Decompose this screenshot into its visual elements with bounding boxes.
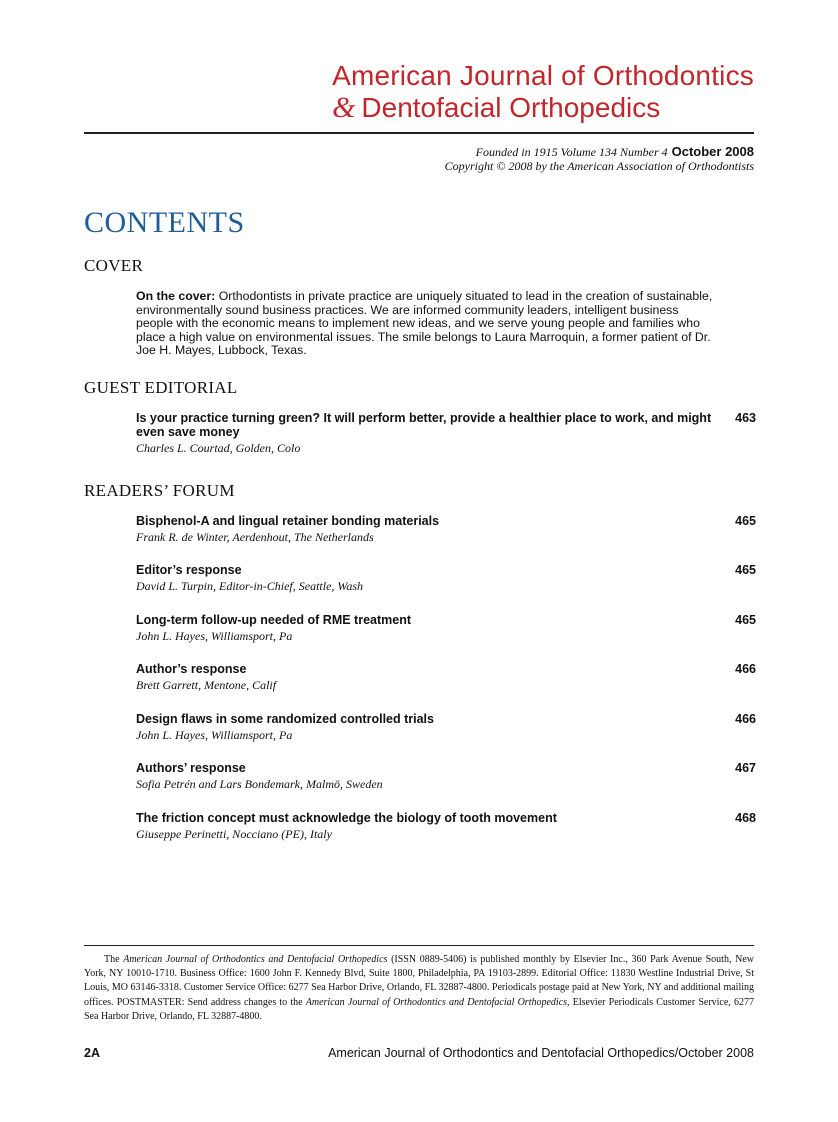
masthead-ampersand: & bbox=[332, 91, 356, 124]
toc-entry-page: 463 bbox=[735, 411, 756, 425]
toc-entry-title[interactable]: Design flaws in some randomized controlled trials bbox=[136, 712, 434, 726]
page-number: 2A bbox=[84, 1046, 100, 1060]
toc-entry-author: Giuseppe Perinetti, Nocciano (PE), Italy bbox=[136, 827, 332, 841]
section-heading-guest-editorial: GUEST EDITORIAL bbox=[84, 378, 238, 397]
toc-entry-page: 465 bbox=[735, 613, 756, 627]
toc-entry-page: 466 bbox=[735, 662, 756, 676]
toc-entry[interactable] bbox=[136, 662, 756, 692]
copyright-line: Copyright © 2008 by the American Association of Orthodontists bbox=[444, 159, 754, 173]
toc-entry-title[interactable]: Bisphenol-A and lingual retainer bonding materials bbox=[136, 514, 440, 528]
cover-text: Orthodontists in private practice are uniquely situated to lead in the creation of sustainable, environmentally sound business practices. We are informed community leaders, intelligent business people with the economic means to implement new ideas, and we serve young people and families who place a high value on environmental issues. The smile belongs to Laura Marroquin, a former patient of Dr. Joe H. Mayes, Lubbock, Texas. bbox=[136, 289, 713, 357]
toc-entry[interactable] bbox=[136, 411, 756, 455]
issue-founded-volume: Founded in 1915 Volume 134 Number 4 bbox=[475, 145, 668, 159]
toc-entry-page: 465 bbox=[735, 514, 756, 528]
masthead-line-2 bbox=[332, 92, 754, 124]
toc-entry[interactable] bbox=[136, 712, 756, 742]
masthead-line-1: American Journal of Orthodontics bbox=[332, 60, 754, 91]
toc-entry-title[interactable]: Long-term follow-up needed of RME treatment bbox=[136, 613, 411, 627]
toc-entry[interactable] bbox=[136, 811, 756, 841]
running-title: American Journal of Orthodontics and Dentofacial Orthopedics/October 2008 bbox=[328, 1046, 754, 1060]
toc-entry-page: 465 bbox=[735, 563, 756, 577]
toc-entry-author: Charles L. Courtad, Golden, Colo bbox=[136, 441, 301, 455]
toc-entry-title[interactable]: Author’s response bbox=[136, 662, 247, 676]
toc-entry-title[interactable]: Is your practice turning green? It will perform better, provide a healthier place to work, and might even save money bbox=[136, 411, 712, 439]
toc-entry[interactable] bbox=[136, 514, 756, 544]
page-title: CONTENTS bbox=[84, 206, 245, 239]
toc-entry-author: Frank R. de Winter, Aerdenhout, The Netherlands bbox=[136, 530, 374, 544]
notice-journal-name: American Journal of Orthodontics and Dentofacial Orthopedics bbox=[305, 996, 568, 1008]
toc-entry-author: John L. Hayes, Williamsport, Pa bbox=[136, 728, 293, 742]
toc-entry[interactable] bbox=[136, 613, 756, 643]
toc-entry-author: John L. Hayes, Williamsport, Pa bbox=[136, 629, 293, 643]
toc-entry-page: 468 bbox=[735, 811, 756, 825]
journal-masthead bbox=[332, 60, 754, 124]
notice-part-3: , Elsevier Periodicals Customer Service, 6277 Sea Harbor Drive, Orlando, FL 32887-4800. bbox=[84, 996, 754, 1022]
publication-notice bbox=[84, 953, 754, 1024]
toc-entry-page: 466 bbox=[735, 712, 756, 726]
section-heading-cover: COVER bbox=[84, 256, 144, 275]
issue-info bbox=[445, 145, 754, 173]
issue-date: October 2008 bbox=[671, 144, 754, 159]
masthead-line-2-text: Dentofacial Orthopedics bbox=[361, 92, 661, 123]
toc-entry[interactable] bbox=[136, 761, 756, 791]
cover-label: On the cover: bbox=[136, 289, 216, 303]
section-heading-readers-forum: READERS’ FORUM bbox=[84, 481, 235, 500]
notice-part-1: The bbox=[104, 954, 124, 965]
toc-entry-title[interactable]: Editor’s response bbox=[136, 563, 242, 577]
toc-entry-author: David L. Turpin, Editor-in-Chief, Seattle, Wash bbox=[136, 579, 363, 593]
toc-entry-title[interactable]: The friction concept must acknowledge the biology of tooth movement bbox=[136, 811, 557, 825]
footer-rule bbox=[84, 945, 754, 946]
toc-entry-author: Sofia Petrén and Lars Bondemark, Malmö, Sweden bbox=[136, 777, 383, 791]
toc-entry-page: 467 bbox=[735, 761, 756, 775]
toc-entry[interactable] bbox=[136, 563, 756, 593]
toc-entry-title[interactable]: Authors’ response bbox=[136, 761, 246, 775]
cover-description bbox=[136, 290, 716, 358]
notice-part-2: (ISSN 0889-5406) is published monthly by Elsevier Inc., 360 Park Avenue South, New York, NY 10010-1710. Business Office: 1600 John F. Kennedy Blvd, Suite 1800, Philadelphia, PA 19103-2899. Editorial Office: 11830 Westline Industrial Drive, St Louis, MO 63146-3318. Customer Service Office: 6277 Sea Harbor Drive, Orlando, FL 32887-4800. Periodicals postage paid at New York, NY and additional mailing offices. POSTMASTER: Send address changes to the bbox=[84, 954, 754, 1008]
toc-entry-author: Brett Garrett, Mentone, Calif bbox=[136, 678, 277, 692]
header-rule bbox=[84, 132, 754, 134]
notice-journal-name: American Journal of Orthodontics and Dentofacial Orthopedics bbox=[123, 954, 388, 965]
